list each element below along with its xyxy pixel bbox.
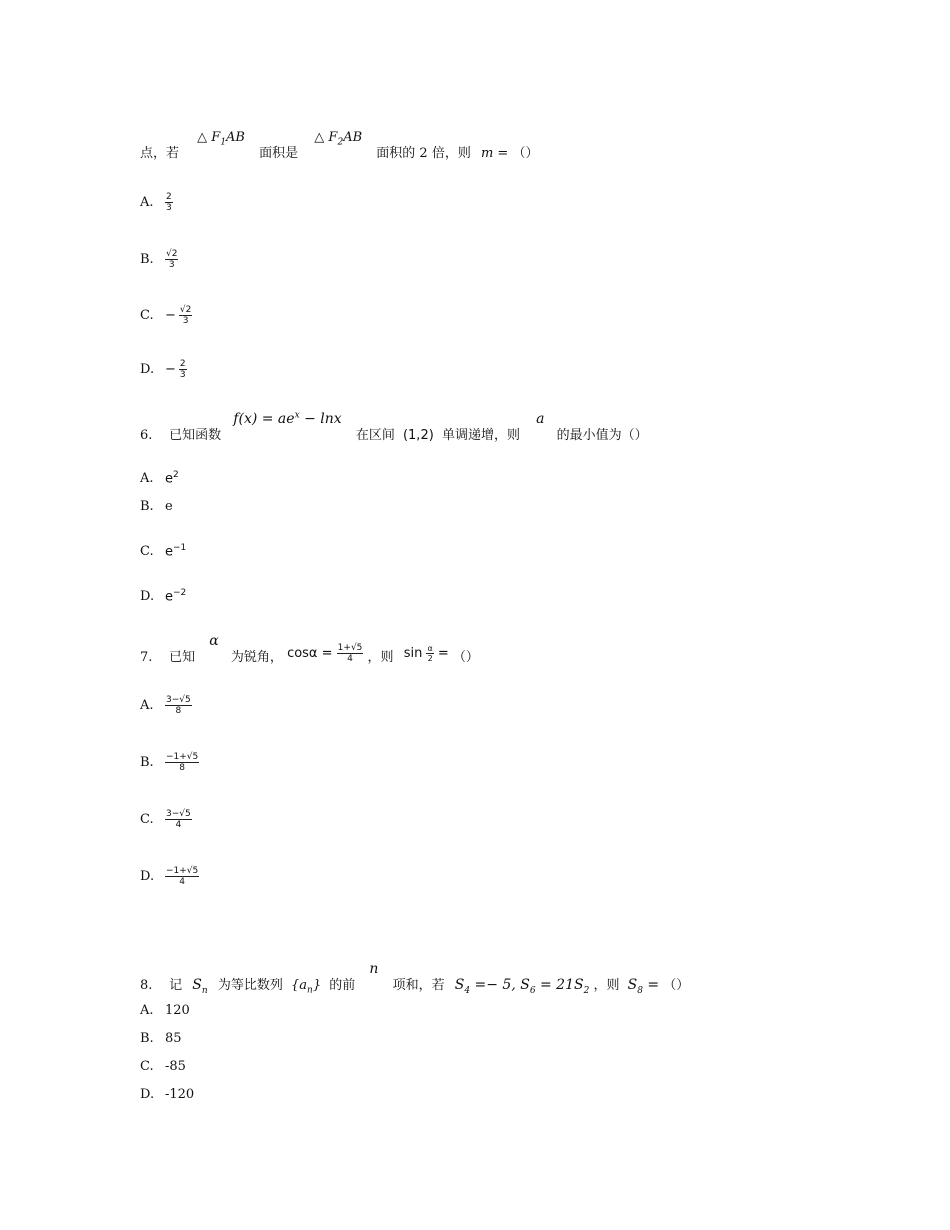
q8-text-2: 为等比数列: [217, 978, 283, 993]
q6-math-function: $f(x) = ae^x - \ln x$: [233, 410, 342, 427]
fraction: $\frac{2}{3}$: [166, 192, 172, 213]
fraction: $\frac{2}{3}$: [179, 359, 186, 380]
q8-option-c: [140, 1059, 186, 1074]
option-label: B.: [140, 499, 154, 514]
q8-text-3: 的前: [329, 978, 356, 993]
option-label: B.: [140, 252, 154, 267]
fraction: $\frac{1+√5}{4}$: [337, 643, 363, 664]
q7-math-sin: sin $\frac{\alpha}{2}$ =: [403, 644, 449, 663]
option-label: C.: [140, 544, 154, 560]
q7-stem: [140, 633, 479, 668]
q7-math-cos: cosα = $\frac{1+√5}{4}$: [287, 643, 363, 664]
fraction: $\frac{√2}{3}$: [179, 305, 192, 326]
q8-text-6: （）: [663, 978, 690, 993]
fraction: $\frac{3-√5}{4}$: [166, 809, 191, 830]
q8-text-1: 记: [169, 978, 183, 993]
option-label: A.: [140, 1003, 154, 1018]
q5-text-1: 点，若: [140, 146, 180, 161]
fraction: $\frac{3-√5}{8}$: [166, 695, 191, 716]
option-label: A.: [140, 195, 154, 210]
q5-option-a: [140, 192, 173, 213]
q6-stem: [140, 410, 648, 443]
q5-text-2: 面积是: [259, 146, 299, 161]
q7-math-alpha: α: [209, 633, 219, 649]
option-label: C.: [140, 1059, 154, 1074]
q5-option-c: C. − $\frac{√2}{3}$: [140, 305, 192, 326]
option-label: D.: [140, 589, 155, 605]
option-value: -120: [165, 1087, 195, 1102]
fraction: $\frac{\alpha}{2}$: [427, 644, 433, 663]
q8-math-sn: $S_n$: [192, 977, 208, 996]
q6-option-b: B. e: [140, 499, 173, 514]
option-label: A.: [140, 698, 154, 713]
q6-math-interval: (1,2): [402, 428, 434, 443]
q8-math-an: $\{a_n\}$: [290, 978, 322, 996]
q7-option-d: [140, 866, 199, 887]
q8-text-5: ，则: [593, 978, 620, 993]
q7-option-b: [140, 752, 199, 773]
option-label: C.: [140, 308, 154, 323]
q5-stem: [140, 130, 539, 164]
q5-math-m: m =: [480, 146, 509, 161]
q8-text-4: 项和，若: [392, 978, 445, 993]
q8-option-d: [140, 1087, 194, 1102]
option-label: B.: [140, 1031, 154, 1046]
q6-text-3: 单调递增，则: [441, 428, 520, 443]
q6-option-c: C. $e^{-1}$: [140, 543, 187, 560]
option-label: A.: [140, 471, 154, 487]
q6-number: 6.: [140, 428, 153, 443]
q6-text-1: 已知函数: [169, 428, 222, 443]
fraction: $\frac{-1+√5}{8}$: [166, 752, 199, 773]
option-label: D.: [140, 1087, 155, 1102]
q5-text-3: 面积的 2 倍，则: [376, 146, 471, 161]
q8-math-condition: $S_4 =- 5$, $S_6 = 21S_2$: [454, 977, 590, 996]
q8-option-a: [140, 1003, 190, 1018]
q7-text-4: （）: [452, 650, 479, 665]
q6-option-a: A. $e^2$: [140, 470, 179, 487]
option-label: D.: [140, 362, 155, 377]
fraction: $\frac{-1+√5}{4}$: [166, 866, 199, 887]
fraction: $\frac{√2}{3}$: [166, 249, 178, 270]
q5-math-triangle-f2ab: △ $F_2AB$: [314, 130, 363, 148]
q6-option-d: D. $e^{-2}$: [140, 588, 187, 605]
q5-option-d: D. − $\frac{2}{3}$: [140, 359, 186, 380]
q8-math-n: n: [369, 961, 379, 977]
q6-text-2: 在区间: [355, 428, 395, 443]
q6-text-4: 的最小值为（）: [556, 428, 648, 443]
q8-number: 8.: [140, 978, 153, 993]
option-label: C.: [140, 812, 154, 827]
q5-math-triangle-f1ab: △ $F_1AB$: [197, 130, 245, 148]
q7-text-2: 为锐角，: [230, 650, 283, 665]
option-value: 85: [165, 1031, 182, 1046]
q8-stem: [140, 961, 690, 996]
q5-option-b: [140, 249, 178, 270]
option-label: D.: [140, 869, 155, 884]
option-value: 120: [165, 1003, 190, 1018]
q5-text-4: （）: [512, 146, 539, 161]
q7-text-3: ，则: [367, 650, 394, 665]
q6-math-a: a: [536, 411, 545, 427]
q7-number: 7.: [140, 650, 153, 665]
q8-option-b: [140, 1031, 182, 1046]
q7-option-a: [140, 695, 192, 716]
option-label: B.: [140, 755, 154, 770]
q8-math-s8: $S_8$ =: [627, 977, 660, 996]
q7-text-1: 已知: [169, 650, 196, 665]
option-value: -85: [165, 1059, 186, 1074]
q7-option-c: [140, 809, 192, 830]
